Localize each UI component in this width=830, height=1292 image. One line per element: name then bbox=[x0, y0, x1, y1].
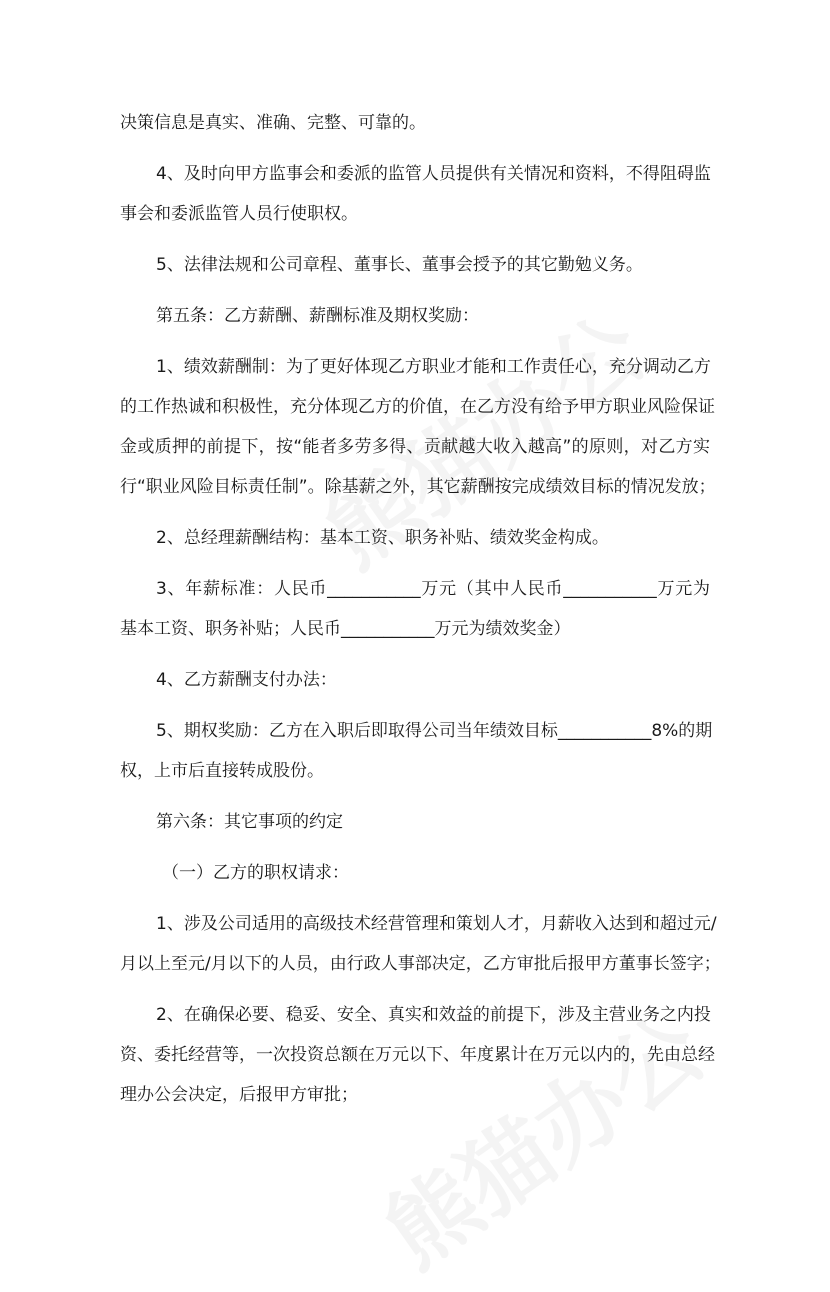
paragraph-line: 5、期权奖励：乙方在入职后即取得公司当年绩效目标___________8%的期 bbox=[156, 721, 713, 741]
section-heading: 第五条：乙方薪酬、薪酬标准及期权奖励： bbox=[156, 306, 479, 326]
paragraph-line: 1、绩效薪酬制：为了更好体现乙方职业才能和工作责任心，充分调动乙方 bbox=[156, 357, 711, 377]
paragraph-line: 5、法律法规和公司章程、董事长、董事会授予的其它勤勉义务。 bbox=[156, 255, 643, 275]
paragraph-line: 1、涉及公司适用的高级技术经营管理和策划人才，月薪收入达到和超过元/ bbox=[156, 914, 717, 934]
paragraph-line: 4、及时向甲方监事会和委派的监管人员提供有关情况和资料，不得阻碍监 bbox=[156, 164, 711, 184]
paragraph-line: 基本工资、职务补贴；人民币___________万元为绩效奖金） bbox=[120, 619, 571, 639]
paragraph-line: 的工作热诚和积极性，充分体现乙方的价值，在乙方没有给予甲方职业风险保证 bbox=[120, 397, 715, 417]
document-body bbox=[120, 103, 721, 1115]
paragraph-line: 4、乙方薪酬支付办法： bbox=[156, 670, 337, 690]
paragraph-line: 金或质押的前提下，按“能者多劳多得、贡献越大收入越高”的原则，对乙方实 bbox=[120, 437, 710, 457]
subsection-heading: （一）乙方的职权请求： bbox=[162, 863, 349, 883]
paragraph-line: 事会和委派监管人员行使职权。 bbox=[120, 204, 358, 224]
paragraph-line: 3、年薪标准：人民币___________万元（其中人民币___________万元为 bbox=[156, 579, 710, 599]
paragraph-line: 2、在确保必要、稳妥、安全、真实和效益的前提下，涉及主营业务之内投 bbox=[156, 1005, 711, 1025]
section-heading: 第六条：其它事项的约定 bbox=[156, 812, 343, 832]
paragraph-line: 月以上至元/月以下的人员，由行政人事部决定，乙方审批后报甲方董事长签字； bbox=[120, 954, 721, 974]
paragraph-line: 理办公会决定，后报甲方审批； bbox=[120, 1085, 358, 1105]
paragraph-line: 决策信息是真实、准确、完整、可靠的。 bbox=[120, 113, 426, 133]
paragraph-line: 行“职业风险目标责任制”。除基薪之外，其它薪酬按完成绩效目标的情况发放； bbox=[120, 477, 716, 497]
paragraph-line: 2、总经理薪酬结构：基本工资、职务补贴、绩效奖金构成。 bbox=[156, 528, 609, 548]
paragraph-line: 权，上市后直接转成股份。 bbox=[120, 761, 324, 781]
paragraph-line: 资、委托经营等，一次投资总额在万元以下、年度累计在万元以内的，先由总经 bbox=[120, 1045, 715, 1065]
